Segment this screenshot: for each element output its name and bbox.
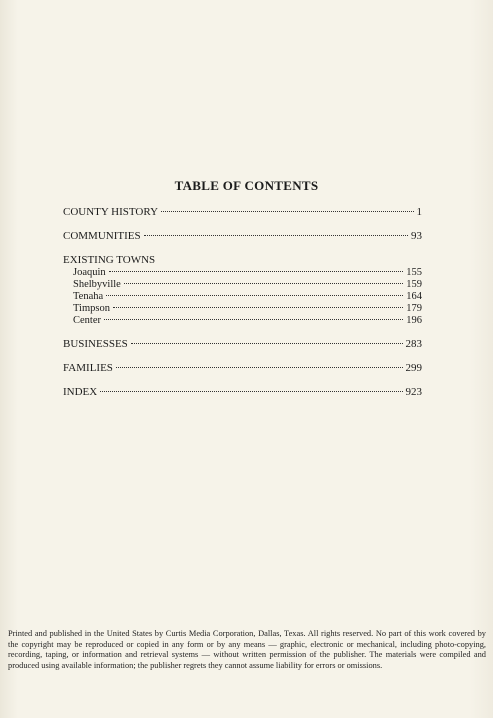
toc-entry-label: COUNTY HISTORY: [63, 206, 159, 218]
toc-subentry-page: 164: [406, 291, 422, 302]
toc-entry-index: [63, 386, 422, 399]
toc-entry-families: [63, 362, 422, 375]
toc-entry-label: FAMILIES: [63, 362, 113, 374]
toc-entry-businesses: [63, 338, 422, 351]
toc-subentry: [63, 315, 422, 327]
dot-leader: [131, 343, 403, 344]
dot-leader: [144, 235, 408, 236]
dot-leader: [161, 211, 413, 212]
toc-subentry-page: 179: [406, 303, 422, 314]
page-title: TABLE OF CONTENTS: [174, 178, 319, 193]
toc-subentry: [63, 267, 422, 279]
dot-leader: [124, 283, 403, 284]
toc-subentry: [63, 291, 422, 303]
copyright-notice: Printed and published in the United States by Curtis Media Corporation, Dallas, Texas. All rights reserved. No part of this work covered by the copyright may be reproduced or copied in any form or by any means — graphic, electronic or mechanical, including photo-copying, recording, taping, or information and retrieval systems — without written permission of the publisher. The materials were compiled and produced using available information; the publisher regrets they cannot assume liability for errors or omissions.: [8, 629, 486, 670]
toc-subentry: [63, 303, 422, 315]
dot-leader: [100, 391, 402, 392]
toc-entry-label: INDEX: [63, 386, 98, 398]
toc-subentry-page: 155: [406, 267, 422, 278]
toc-subentry-label: Shelbyville: [73, 279, 121, 290]
toc-subentry-page: 196: [406, 315, 422, 326]
dot-leader: [104, 319, 403, 320]
toc-heading-existing-towns: EXISTING TOWNS: [63, 254, 156, 266]
toc-subentry-label: Timpson: [73, 303, 110, 314]
dot-leader: [106, 295, 403, 296]
toc-entry-page: 299: [405, 362, 422, 374]
table-of-contents: [63, 206, 422, 399]
toc-subentry-label: Joaquin: [73, 267, 106, 278]
toc-entry-label: COMMUNITIES: [63, 230, 141, 242]
toc-entry-page: 1: [416, 206, 422, 218]
toc-entry-label: BUSINESSES: [63, 338, 128, 350]
dot-leader: [116, 367, 403, 368]
toc-entry-page: 923: [405, 386, 422, 398]
toc-subentry: [63, 279, 422, 291]
toc-subentry-label: Tenaha: [73, 291, 104, 302]
toc-entry-communities: [63, 230, 422, 243]
dot-leader: [109, 271, 404, 272]
toc-subentry-page: 159: [406, 279, 422, 290]
toc-entry-county-history: [63, 206, 422, 219]
dot-leader: [113, 307, 403, 308]
toc-entry-page: 93: [411, 230, 422, 242]
toc-entry-page: 283: [405, 338, 422, 350]
toc-subentry-label: Center: [73, 315, 101, 326]
